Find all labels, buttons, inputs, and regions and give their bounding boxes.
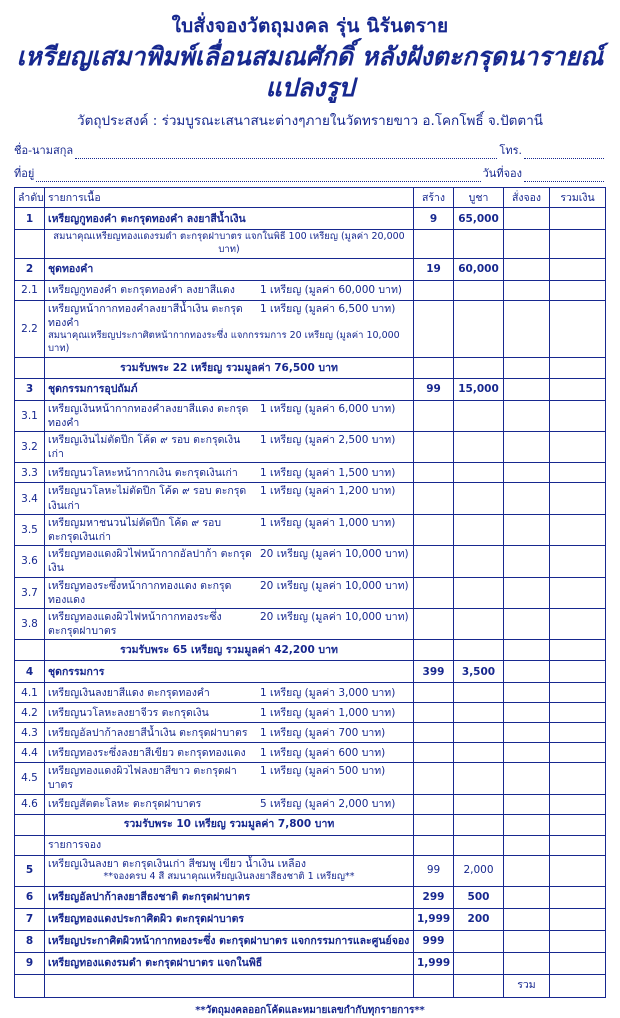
grand-total-row bbox=[15, 974, 606, 997]
row-make: 1,999 bbox=[414, 952, 454, 974]
row-item: รายการจอง bbox=[45, 835, 414, 855]
row-price bbox=[454, 743, 504, 763]
table-row bbox=[15, 763, 606, 794]
row-make bbox=[414, 230, 454, 259]
row-total-input[interactable] bbox=[550, 683, 606, 703]
page-title-line2: เหรียญเสมาพิมพ์เลื่อนสมณศักดิ์ หลังฝังตะกรุดนารายณ์แปลงรูป bbox=[16, 41, 604, 102]
table-row bbox=[15, 300, 606, 357]
row-no: 3.1 bbox=[15, 400, 45, 431]
row-item-qty: 20 เหรียญ (มูลค่า 10,000 บาท) bbox=[260, 610, 409, 623]
row-total-input[interactable] bbox=[550, 908, 606, 930]
row-no: 1 bbox=[15, 208, 45, 230]
row-no bbox=[15, 835, 45, 855]
row-order-input[interactable] bbox=[504, 886, 550, 908]
row-item-cell bbox=[45, 514, 414, 545]
row-order-input[interactable] bbox=[504, 577, 550, 608]
row-price bbox=[454, 723, 504, 743]
row-item-cell bbox=[45, 723, 414, 743]
row-no: 4.2 bbox=[15, 703, 45, 723]
row-no: 3.4 bbox=[15, 483, 45, 514]
row-price bbox=[454, 514, 504, 545]
row-price bbox=[454, 683, 504, 703]
row-item-qty: 1 เหรียญ (มูลค่า 1,000 บาท) bbox=[260, 516, 396, 529]
row-order-input[interactable] bbox=[504, 483, 550, 514]
table-row bbox=[15, 483, 606, 514]
row-item-qty: 1 เหรียญ (มูลค่า 500 บาท) bbox=[260, 765, 386, 778]
row-item: เหรียญหน้ากากทองคำลงยาสีน้ำเงิน ตะกรุดทองคำ bbox=[48, 302, 243, 329]
row-order-input[interactable] bbox=[504, 378, 550, 400]
row-item-qty: 20 เหรียญ (มูลค่า 10,000 บาท) bbox=[260, 579, 409, 592]
table-row bbox=[15, 357, 606, 378]
row-order-input[interactable] bbox=[504, 357, 550, 378]
row-item: เหรียญนวโลหะลงยาจีวร ตะกรุดเงิน bbox=[48, 706, 209, 719]
order-table bbox=[14, 187, 606, 997]
row-make: 1,999 bbox=[414, 908, 454, 930]
row-order-input[interactable] bbox=[504, 763, 550, 794]
row-item-qty: 1 เหรียญ (มูลค่า 2,500 บาท) bbox=[260, 434, 396, 447]
row-no: 2 bbox=[15, 258, 45, 280]
row-price bbox=[454, 608, 504, 639]
row-make bbox=[414, 432, 454, 463]
row-summary: รวมรับพระ 10 เหรียญ รวมมูลค่า 7,800 บาท bbox=[45, 814, 414, 835]
row-price bbox=[454, 280, 504, 300]
row-item-cell bbox=[45, 608, 414, 639]
row-make bbox=[414, 608, 454, 639]
col-item: รายการเนื้อ bbox=[45, 188, 414, 208]
row-item: ชุดกรรมการ bbox=[45, 661, 414, 683]
row-item-qty: 1 เหรียญ (มูลค่า 6,000 บาท) bbox=[260, 402, 396, 415]
row-price bbox=[454, 463, 504, 483]
col-order: สั่งจอง bbox=[504, 188, 550, 208]
page-title-line1: ใบสั่งจองวัตถุมงคล รุ่น นิรันตราย bbox=[171, 15, 449, 37]
row-price: 15,000 bbox=[454, 378, 504, 400]
table-row bbox=[15, 432, 606, 463]
row-item: ชุดกรรมการอุปถัมภ์ bbox=[45, 378, 414, 400]
row-make bbox=[414, 514, 454, 545]
row-make: 19 bbox=[414, 258, 454, 280]
row-item: เหรียญเงินลงยาสีแดง ตะกรุดทองคำ bbox=[48, 686, 210, 699]
row-total-input[interactable] bbox=[550, 723, 606, 743]
row-item: เหรียญทองระซึ่งหน้ากากทองแดง ตะกรุดทองแดง bbox=[48, 579, 232, 606]
row-price: 60,000 bbox=[454, 258, 504, 280]
row-make bbox=[414, 640, 454, 661]
table-row bbox=[15, 463, 606, 483]
row-no: 7 bbox=[15, 908, 45, 930]
row-order-input[interactable] bbox=[504, 661, 550, 683]
row-total-input[interactable] bbox=[550, 703, 606, 723]
row-total-input[interactable] bbox=[550, 930, 606, 952]
row-item-qty: 1 เหรียญ (มูลค่า 600 บาท) bbox=[260, 746, 386, 759]
row-item-qty: 1 เหรียญ (มูลค่า 6,500 บาท) bbox=[260, 302, 396, 315]
table-row bbox=[15, 855, 606, 886]
row-item: เหรียญทองแดงผิวไฟหน้ากากทองระซึ่ง ตะกรุดฝาบาตร bbox=[48, 610, 222, 638]
row-no: 4.3 bbox=[15, 723, 45, 743]
row-price bbox=[454, 952, 504, 974]
row-item-cell bbox=[45, 546, 414, 577]
row-make bbox=[414, 577, 454, 608]
row-make bbox=[414, 546, 454, 577]
row-make: 99 bbox=[414, 378, 454, 400]
row-make: 299 bbox=[414, 886, 454, 908]
row-item-note: สมนาคุณเหรียญประกาศิตหน้ากากทองระซึ่ง แจกกรรมการ 20 เหรียญ (มูลค่า 10,000 บาท) bbox=[48, 330, 400, 354]
row-total-input[interactable] bbox=[550, 886, 606, 908]
row-order-input[interactable] bbox=[504, 514, 550, 545]
row-total-input[interactable] bbox=[550, 432, 606, 463]
row-total-input[interactable] bbox=[550, 855, 606, 886]
col-make: สร้าง bbox=[414, 188, 454, 208]
row-price: 65,000 bbox=[454, 208, 504, 230]
row-item: เหรียญเงินไม่ตัดปีก โค้ด ๙ รอบ ตะกรุดเงินเก่า bbox=[48, 434, 241, 461]
row-item: เหรียญเงินหน้ากากทองคำลงยาสีแดง ตะกรุดทองคำ bbox=[48, 402, 249, 429]
row-order-input[interactable] bbox=[504, 432, 550, 463]
row-item-cell bbox=[45, 463, 414, 483]
phone-input[interactable] bbox=[524, 147, 604, 159]
row-no: 3.7 bbox=[15, 577, 45, 608]
row-item-cell bbox=[45, 432, 414, 463]
row-total-input[interactable] bbox=[550, 483, 606, 514]
row-make bbox=[414, 814, 454, 835]
row-no: 3.2 bbox=[15, 432, 45, 463]
row-no: 9 bbox=[15, 952, 45, 974]
row-order-input[interactable] bbox=[504, 640, 550, 661]
table-row bbox=[15, 258, 606, 280]
row-item: ชุดทองคำ bbox=[45, 258, 414, 280]
row-order-input[interactable] bbox=[504, 835, 550, 855]
row-total-input[interactable] bbox=[550, 258, 606, 280]
row-total-input[interactable] bbox=[550, 814, 606, 835]
row-total-input[interactable] bbox=[550, 378, 606, 400]
row-order-input[interactable] bbox=[504, 930, 550, 952]
row-item: เหรียญทองแดงผิวไฟหน้ากากอัลปาก้า ตะกรุดเงิน bbox=[48, 548, 252, 575]
row-item: เหรียญเงินลงยา ตะกรุดเงินเก่า สีชมพู เขียว น้ำเงิน เหลือง bbox=[48, 858, 306, 871]
row-make bbox=[414, 483, 454, 514]
row-item-qty: 20 เหรียญ (มูลค่า 10,000 บาท) bbox=[260, 548, 409, 561]
row-order-input[interactable] bbox=[504, 855, 550, 886]
name-label: ชื่อ-นามสกุล bbox=[14, 144, 74, 158]
row-item-cell bbox=[45, 743, 414, 763]
row-item-cell bbox=[45, 300, 414, 357]
row-item-qty: 1 เหรียญ (มูลค่า 1,500 บาท) bbox=[260, 466, 396, 479]
row-price bbox=[454, 703, 504, 723]
row-total-input[interactable] bbox=[550, 661, 606, 683]
table-row bbox=[15, 208, 606, 230]
table-row bbox=[15, 814, 606, 835]
row-no: 2.1 bbox=[15, 280, 45, 300]
table-row bbox=[15, 378, 606, 400]
row-price bbox=[454, 230, 504, 259]
row-make bbox=[414, 300, 454, 357]
row-no: 3.6 bbox=[15, 546, 45, 577]
row-order-input[interactable] bbox=[504, 683, 550, 703]
table-row bbox=[15, 546, 606, 577]
row-total-input[interactable] bbox=[550, 835, 606, 855]
row-item-qty: 1 เหรียญ (มูลค่า 3,000 บาท) bbox=[260, 686, 396, 699]
page-purpose: วัตถุประสงค์ : ร่วมบูรณะเสนาสนะต่างๆภายในวัดทรายขาว อ.โคกโพธิ์ จ.ปัตตานี bbox=[76, 113, 543, 130]
row-price bbox=[454, 400, 504, 431]
row-price bbox=[454, 300, 504, 357]
row-no: 3 bbox=[15, 378, 45, 400]
row-total-input[interactable] bbox=[550, 952, 606, 974]
row-make: 99 bbox=[414, 855, 454, 886]
row-no: 5 bbox=[15, 855, 45, 886]
row-order-input[interactable] bbox=[504, 703, 550, 723]
row-make: 399 bbox=[414, 661, 454, 683]
row-order-input[interactable] bbox=[504, 280, 550, 300]
grand-total-input[interactable] bbox=[550, 974, 606, 997]
table-row bbox=[15, 400, 606, 431]
row-order-input[interactable] bbox=[504, 794, 550, 814]
table-row bbox=[15, 514, 606, 545]
row-make bbox=[414, 683, 454, 703]
table-header-row bbox=[15, 188, 606, 208]
row-no: 8 bbox=[15, 930, 45, 952]
row-total-input[interactable] bbox=[550, 230, 606, 259]
row-make bbox=[414, 463, 454, 483]
row-order-input[interactable] bbox=[504, 208, 550, 230]
row-item: เหรียญมหาชนวนไม่ตัดปีก โค้ด ๙ รอบ ตะกรุดเงินเก่า bbox=[48, 516, 222, 543]
row-make bbox=[414, 400, 454, 431]
row-price: 200 bbox=[454, 908, 504, 930]
table-row bbox=[15, 230, 606, 259]
row-summary: รวมรับพระ 65 เหรียญ รวมมูลค่า 42,200 บาท bbox=[45, 640, 414, 661]
row-item-qty: 5 เหรียญ (มูลค่า 2,000 บาท) bbox=[260, 797, 396, 810]
row-order-input[interactable] bbox=[504, 463, 550, 483]
row-make bbox=[414, 703, 454, 723]
table-row bbox=[15, 661, 606, 683]
row-make: 9 bbox=[414, 208, 454, 230]
row-no: 3.8 bbox=[15, 608, 45, 639]
row-no: 4.5 bbox=[15, 763, 45, 794]
row-no: 4.6 bbox=[15, 794, 45, 814]
row-no: 3.3 bbox=[15, 463, 45, 483]
row-total-input[interactable] bbox=[550, 400, 606, 431]
address-label: ที่อยู่ bbox=[14, 167, 35, 181]
name-field-row bbox=[14, 141, 606, 159]
table-row bbox=[15, 683, 606, 703]
row-price bbox=[454, 432, 504, 463]
row-item: เหรียญสัตตะโลหะ ตะกรุดฝาบาตร bbox=[48, 797, 202, 810]
name-input[interactable] bbox=[75, 147, 497, 159]
row-item-cell bbox=[45, 794, 414, 814]
row-item: เหรียญทองแดงผิวไฟลงยาสีขาว ตะกรุดฝาบาตร bbox=[48, 765, 237, 792]
row-no: 4.1 bbox=[15, 683, 45, 703]
row-price bbox=[454, 930, 504, 952]
row-item-cell bbox=[45, 683, 414, 703]
row-item: เหรียญนวโลหะไม่ตัดปีก โค้ด ๙ รอบ ตะกรุดเงินเก่า bbox=[48, 485, 247, 512]
row-item: เหรียญกูทองคำ ตะกรุดทองคำ ลงยาสีน้ำเงิน bbox=[45, 208, 414, 230]
row-item: เหรียญทองแดงรมดำ ตะกรุดฝาบาตร แจกในพิธี bbox=[45, 952, 414, 974]
table-row bbox=[15, 835, 606, 855]
row-no: 6 bbox=[15, 886, 45, 908]
row-make bbox=[414, 743, 454, 763]
row-item: เหรียญทองระซึ่งลงยาสีเขียว ตะกรุดทองแดง bbox=[48, 746, 246, 759]
row-make bbox=[414, 357, 454, 378]
row-item: เหรียญอัลปาก้าลงยาสีน้ำเงิน ตะกรุดฝาบาตร bbox=[48, 726, 248, 739]
footer-note: **วัตถุมงคลออกโค้ดและหมายเลขกำกับทุกรายการ** bbox=[195, 1004, 425, 1016]
row-item-qty: 1 เหรียญ (มูลค่า 60,000 บาท) bbox=[260, 284, 402, 297]
row-item-cell bbox=[45, 280, 414, 300]
row-item-qty: 1 เหรียญ (มูลค่า 1,200 บาท) bbox=[260, 485, 396, 498]
row-order-input[interactable] bbox=[504, 400, 550, 431]
row-order-input[interactable] bbox=[504, 952, 550, 974]
row-total-input[interactable] bbox=[550, 357, 606, 378]
row-no: 3.5 bbox=[15, 514, 45, 545]
table-row bbox=[15, 794, 606, 814]
row-total-input[interactable] bbox=[550, 208, 606, 230]
row-item-cell bbox=[45, 483, 414, 514]
row-price bbox=[454, 546, 504, 577]
row-order-input[interactable] bbox=[504, 230, 550, 259]
row-make bbox=[414, 280, 454, 300]
row-item-cell bbox=[45, 855, 414, 886]
row-total-input[interactable] bbox=[550, 763, 606, 794]
row-no bbox=[15, 230, 45, 259]
table-row bbox=[15, 930, 606, 952]
row-make bbox=[414, 794, 454, 814]
row-item-cell bbox=[45, 703, 414, 723]
row-make bbox=[414, 763, 454, 794]
row-total-input[interactable] bbox=[550, 794, 606, 814]
table-row bbox=[15, 908, 606, 930]
table-body bbox=[15, 208, 606, 997]
row-price: 3,500 bbox=[454, 661, 504, 683]
table-row bbox=[15, 743, 606, 763]
table-row bbox=[15, 886, 606, 908]
row-total-input[interactable] bbox=[550, 546, 606, 577]
col-total: รวมเงิน bbox=[550, 188, 606, 208]
row-item: เหรียญอัลปาก้าลงยาสีธงชาติ ตะกรุดฝาบาตร bbox=[45, 886, 414, 908]
table-row bbox=[15, 723, 606, 743]
row-price bbox=[454, 835, 504, 855]
row-no: 4 bbox=[15, 661, 45, 683]
grand-total-label: รวม bbox=[504, 974, 550, 997]
row-order-input[interactable] bbox=[504, 258, 550, 280]
row-no: 4.4 bbox=[15, 743, 45, 763]
table-row bbox=[15, 608, 606, 639]
row-total-input[interactable] bbox=[550, 463, 606, 483]
row-total-input[interactable] bbox=[550, 640, 606, 661]
row-no bbox=[15, 357, 45, 378]
row-price bbox=[454, 814, 504, 835]
row-order-input[interactable] bbox=[504, 608, 550, 639]
row-item-qty: 1 เหรียญ (มูลค่า 700 บาท) bbox=[260, 726, 386, 739]
row-make: 999 bbox=[414, 930, 454, 952]
row-summary: รวมรับพระ 22 เหรียญ รวมมูลค่า 76,500 บาท bbox=[45, 357, 414, 378]
date-input[interactable] bbox=[524, 170, 604, 182]
row-order-input[interactable] bbox=[504, 908, 550, 930]
row-item: เหรียญทองแดงประกาศิตผิว ตะกรุดฝาบาตร bbox=[45, 908, 414, 930]
table-row bbox=[15, 952, 606, 974]
row-order-input[interactable] bbox=[504, 743, 550, 763]
row-order-input[interactable] bbox=[504, 300, 550, 357]
row-price: 2,000 bbox=[454, 855, 504, 886]
row-item-cell bbox=[45, 763, 414, 794]
row-price bbox=[454, 483, 504, 514]
row-item-qty: 1 เหรียญ (มูลค่า 1,000 บาท) bbox=[260, 706, 396, 719]
address-field-row bbox=[14, 164, 606, 182]
table-row bbox=[15, 577, 606, 608]
row-item-cell bbox=[45, 400, 414, 431]
row-order-input[interactable] bbox=[504, 546, 550, 577]
col-price: บูชา bbox=[454, 188, 504, 208]
row-no bbox=[15, 814, 45, 835]
row-no bbox=[15, 640, 45, 661]
row-total-input[interactable] bbox=[550, 608, 606, 639]
row-no: 2.2 bbox=[15, 300, 45, 357]
row-item: สมนาคุณเหรียญทองแดงรมดำ ตะกรุดฝาบาตร แจกในพิธี 100 เหรียญ (มูลค่า 20,000 บาท) bbox=[45, 230, 414, 259]
row-price bbox=[454, 794, 504, 814]
row-total-input[interactable] bbox=[550, 743, 606, 763]
row-total-input[interactable] bbox=[550, 514, 606, 545]
date-label: วันที่จอง bbox=[482, 167, 522, 181]
table-row bbox=[15, 640, 606, 661]
col-no: ลำดับ bbox=[15, 188, 45, 208]
row-item-cell bbox=[45, 577, 414, 608]
phone-label: โทร. bbox=[499, 144, 522, 158]
row-price: 500 bbox=[454, 886, 504, 908]
row-price bbox=[454, 640, 504, 661]
table-row bbox=[15, 703, 606, 723]
row-make bbox=[414, 723, 454, 743]
row-total-input[interactable] bbox=[550, 300, 606, 357]
row-price bbox=[454, 577, 504, 608]
row-price bbox=[454, 763, 504, 794]
address-input[interactable] bbox=[36, 170, 480, 182]
row-order-input[interactable] bbox=[504, 814, 550, 835]
row-order-input[interactable] bbox=[504, 723, 550, 743]
row-item: เหรียญนวโลหะหน้ากากเงิน ตะกรุดเงินเก่า bbox=[48, 466, 238, 479]
table-row bbox=[15, 280, 606, 300]
row-total-input[interactable] bbox=[550, 577, 606, 608]
row-price bbox=[454, 357, 504, 378]
row-item: เหรียญประกาศิตผิวหน้ากากทองระซึ่ง ตะกรุดฝาบาตร แจกกรรมการและศูนย์จอง bbox=[45, 930, 414, 952]
row-item-note: **จองครบ 4 สี สมนาคุณเหรียญเงินลงยาสีธงชาติ 1 เหรียญ** bbox=[103, 871, 355, 883]
row-total-input[interactable] bbox=[550, 280, 606, 300]
row-item: เหรียญกูทองคำ ตะกรุดทองคำ ลงยาสีแดง bbox=[48, 284, 235, 297]
row-make bbox=[414, 835, 454, 855]
